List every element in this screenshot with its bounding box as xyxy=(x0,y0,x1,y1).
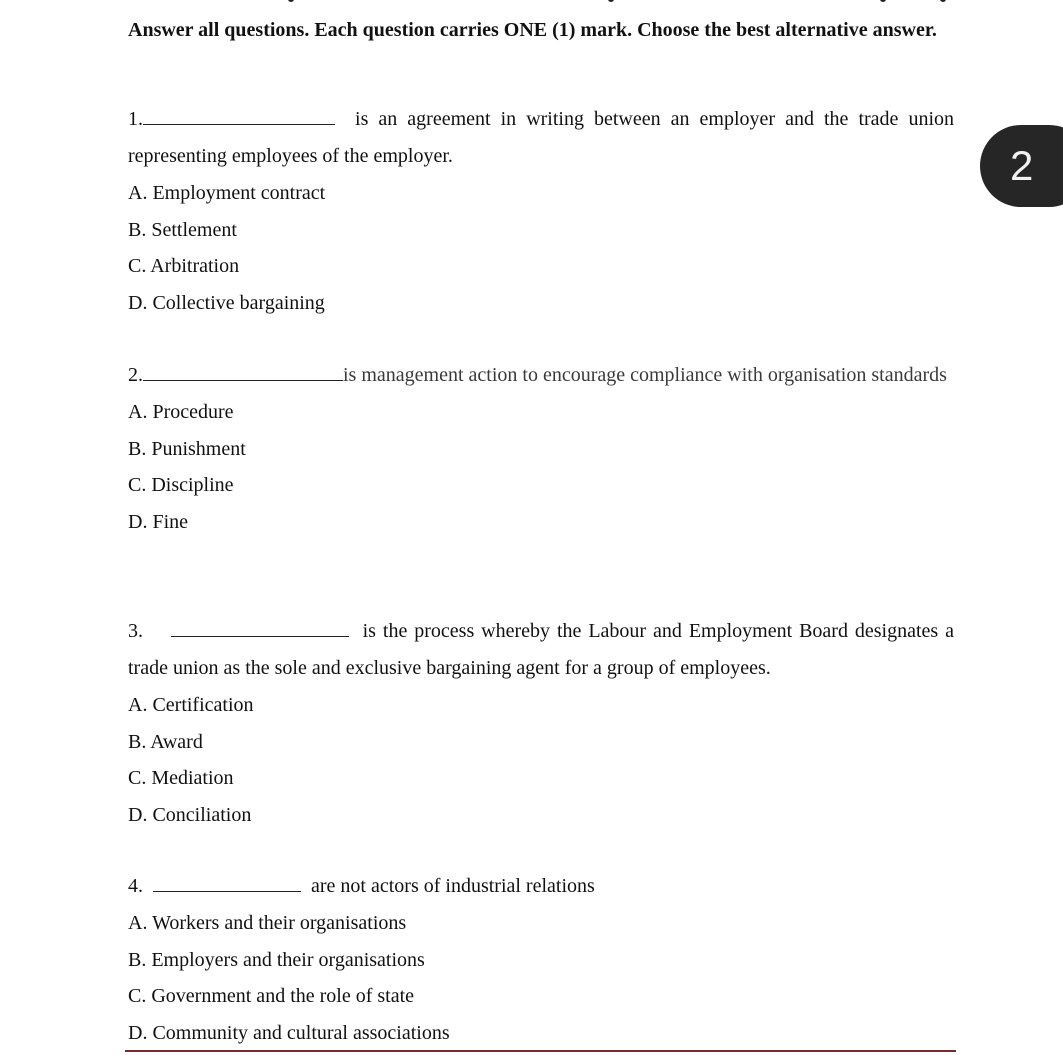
question-number: 3. xyxy=(128,620,143,642)
question-text: is the process whereby the Labour and Employment Board designates a trade union as the sole and exclusive bargaining agent for a group of employees. xyxy=(128,620,955,679)
question-3 xyxy=(128,613,954,833)
question-stem xyxy=(128,613,954,687)
option-c: C. Mediation xyxy=(128,767,234,789)
option-d: D. Fine xyxy=(128,510,188,533)
option-d: D. Community and cultural associations xyxy=(128,1021,450,1044)
question-text: is an agreement in writing between an employer and the trade union representing employees of the employer. xyxy=(128,108,954,167)
option-a: A. Procedure xyxy=(128,401,234,423)
text-fragment-mark xyxy=(880,0,886,2)
answer-blank xyxy=(171,616,349,637)
question-number: 2. xyxy=(128,364,143,386)
previous-page-fragment xyxy=(0,0,1063,2)
question-text: is management action to encourage compliance with organisation standards xyxy=(343,364,947,386)
question-stem xyxy=(128,357,954,394)
answer-blank xyxy=(143,360,343,381)
option-a: A. Certification xyxy=(128,694,254,716)
text-fragment-mark xyxy=(940,0,946,2)
option-b: B. Settlement xyxy=(128,218,237,241)
option-c: C. Government and the role of state xyxy=(128,985,415,1007)
option-d: D. Collective bargaining xyxy=(128,291,325,314)
question-stem xyxy=(128,101,954,175)
question-1 xyxy=(128,101,954,321)
question-stem xyxy=(128,868,954,905)
option-b: B. Award xyxy=(128,730,203,753)
answer-blank xyxy=(143,104,335,125)
text-fragment-mark xyxy=(608,0,614,2)
question-text: are not actors of industrial relations xyxy=(311,875,595,897)
option-c: C. Discipline xyxy=(128,474,234,496)
option-a: A. Workers and their organisations xyxy=(128,912,407,934)
section-instructions: Answer all questions. Each question carries ONE (1) mark. Choose the best alternative answer. xyxy=(128,19,937,41)
answer-blank xyxy=(153,871,301,892)
option-b: B. Employers and their organisations xyxy=(128,948,425,971)
question-number: 1. xyxy=(128,108,143,130)
page-number-badge: 2 xyxy=(980,125,1063,207)
question-4 xyxy=(128,868,954,1051)
page-divider xyxy=(125,1050,956,1052)
text-fragment-mark xyxy=(288,0,294,2)
option-c: C. Arbitration xyxy=(128,255,240,277)
question-number: 4. xyxy=(128,875,143,897)
question-2 xyxy=(128,357,954,540)
option-a: A. Employment contract xyxy=(128,182,326,204)
option-b: B. Punishment xyxy=(128,437,246,460)
option-d: D. Conciliation xyxy=(128,803,252,826)
